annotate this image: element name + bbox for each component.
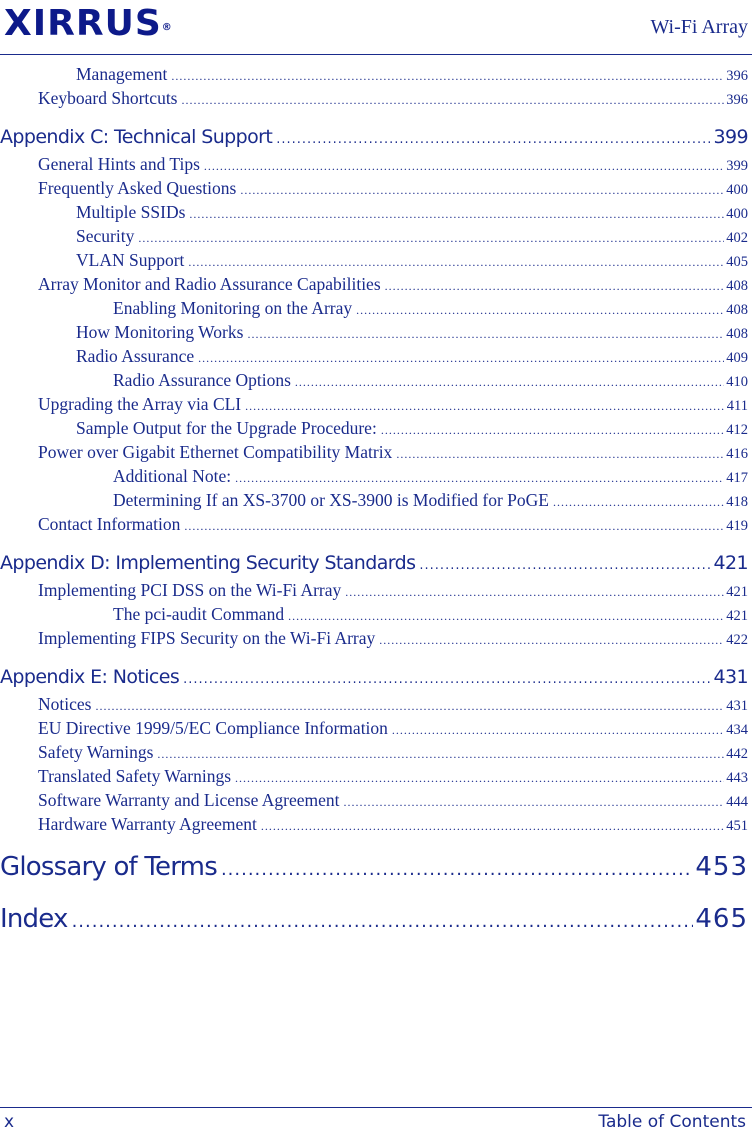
toc-entry-page: 434: [726, 722, 748, 738]
toc-entry-title: Software Warranty and License Agreement: [38, 790, 340, 810]
toc-entry[interactable]: [0, 740, 748, 764]
table-of-contents: [0, 62, 748, 940]
toc-entry-title: Appendix C: Technical Support: [0, 126, 273, 148]
dot-leader: [288, 604, 724, 626]
dot-leader: [553, 490, 724, 512]
toc-entry-title: Radio Assurance Options: [113, 370, 291, 390]
toc-entry[interactable]: [0, 488, 748, 512]
toc-entry-title: Contact Information: [38, 514, 181, 534]
toc-entry-page: 444: [726, 794, 748, 810]
toc-entry-page: 431: [713, 666, 748, 688]
dot-leader: [72, 901, 694, 940]
toc-entry-page: 453: [695, 852, 748, 882]
dot-leader: [95, 694, 724, 716]
toc-entry-page: 400: [726, 182, 748, 198]
toc-entry-title: Array Monitor and Radio Assurance Capabilities: [38, 274, 381, 294]
dot-leader: [245, 394, 725, 416]
dot-leader: [247, 322, 724, 344]
dot-leader: [183, 665, 711, 692]
toc-entry-page: 410: [726, 374, 748, 390]
dot-leader: [392, 718, 724, 740]
toc-entry[interactable]: [0, 662, 748, 692]
toc-entry[interactable]: [0, 602, 748, 626]
toc-entry-title: Index: [0, 904, 68, 934]
toc-entry-title: Frequently Asked Questions: [38, 178, 237, 198]
toc-entry-title: General Hints and Tips: [38, 154, 200, 174]
toc-entry[interactable]: [0, 86, 748, 110]
toc-entry[interactable]: [0, 812, 748, 836]
toc-entry-page: 421: [726, 608, 748, 624]
dot-leader: [188, 250, 724, 272]
toc-entry-title: Glossary of Terms: [0, 852, 217, 882]
dot-leader: [157, 742, 724, 764]
dot-leader: [379, 628, 724, 650]
toc-entry-title: Notices: [38, 694, 92, 714]
toc-entry[interactable]: [0, 122, 748, 152]
toc-entry-page: 402: [726, 230, 748, 246]
toc-entry[interactable]: [0, 788, 748, 812]
toc-entry[interactable]: [0, 548, 748, 578]
dot-leader: [419, 551, 711, 578]
header-divider: [0, 54, 752, 55]
toc-entry[interactable]: [0, 200, 748, 224]
toc-entry-page: 451: [726, 818, 748, 834]
toc-entry-title: Implementing FIPS Security on the Wi-Fi Array: [38, 628, 376, 648]
toc-entry[interactable]: [0, 626, 748, 650]
toc-entry[interactable]: [0, 416, 748, 440]
dot-leader: [240, 178, 724, 200]
toc-entry-page: 411: [726, 398, 748, 414]
toc-entry-page: 419: [726, 518, 748, 534]
dot-leader: [261, 814, 724, 836]
toc-entry[interactable]: [0, 898, 748, 940]
toc-entry[interactable]: [0, 248, 748, 272]
toc-entry-title: Enabling Monitoring on the Array: [113, 298, 353, 318]
toc-entry[interactable]: [0, 320, 748, 344]
toc-entry-title: Determining If an XS-3700 or XS-3900 is Modified for PoGE: [113, 490, 549, 510]
toc-entry[interactable]: [0, 464, 748, 488]
toc-entry-page: 418: [726, 494, 748, 510]
dot-leader: [356, 298, 724, 320]
toc-entry[interactable]: [0, 224, 748, 248]
dot-leader: [204, 154, 724, 176]
toc-entry-page: 421: [726, 584, 748, 600]
dot-leader: [171, 64, 724, 86]
toc-entry[interactable]: [0, 176, 748, 200]
toc-entry-page: 431: [726, 698, 748, 714]
toc-entry-title: Sample Output for the Upgrade Procedure:: [76, 418, 377, 438]
toc-entry-title: VLAN Support: [76, 250, 185, 270]
toc-entry-page: 408: [726, 278, 748, 294]
dot-leader: [345, 580, 724, 602]
toc-entry-title: Safety Warnings: [38, 742, 154, 762]
toc-entry-title: Upgrading the Array via CLI: [38, 394, 242, 414]
toc-entry-page: 408: [726, 326, 748, 342]
toc-entry-title: Power over Gigabit Ethernet Compatibility Matrix: [38, 442, 393, 462]
toc-entry-title: Translated Safety Warnings: [38, 766, 232, 786]
toc-entry-page: 465: [695, 904, 748, 934]
footer-divider: [0, 1107, 752, 1108]
toc-entry[interactable]: [0, 440, 748, 464]
toc-entry[interactable]: [0, 344, 748, 368]
dot-leader: [184, 514, 724, 536]
dot-leader: [295, 370, 724, 392]
toc-entry-title: Appendix D: Implementing Security Standards: [0, 552, 416, 574]
toc-entry-page: 409: [726, 350, 748, 366]
toc-entry-title: The pci-audit Command: [113, 604, 285, 624]
toc-entry[interactable]: [0, 272, 748, 296]
dot-leader: [138, 226, 724, 248]
toc-entry-page: 421: [713, 552, 748, 574]
toc-entry-title: How Monitoring Works: [76, 322, 244, 342]
toc-entry-title: EU Directive 1999/5/EC Compliance Information: [38, 718, 388, 738]
toc-entry[interactable]: [0, 152, 748, 176]
toc-entry-page: 416: [726, 446, 748, 462]
toc-entry[interactable]: [0, 512, 748, 536]
toc-entry-title: Radio Assurance: [76, 346, 195, 366]
toc-entry-title: Multiple SSIDs: [76, 202, 186, 222]
toc-entry-title: Implementing PCI DSS on the Wi-Fi Array: [38, 580, 342, 600]
dot-leader: [221, 849, 693, 888]
toc-entry-page: 399: [713, 126, 748, 148]
toc-entry-page: 399: [726, 158, 748, 174]
dot-leader: [189, 202, 724, 224]
dot-leader: [235, 766, 724, 788]
toc-entry-page: 422: [726, 632, 748, 648]
toc-entry-page: 442: [726, 746, 748, 762]
toc-entry-title: Keyboard Shortcuts: [38, 88, 178, 108]
toc-entry-page: 443: [726, 770, 748, 786]
toc-entry-page: 396: [726, 92, 748, 108]
toc-entry[interactable]: [0, 716, 748, 740]
dot-leader: [396, 442, 724, 464]
toc-entry[interactable]: [0, 62, 748, 86]
toc-entry-title: Appendix E: Notices: [0, 666, 180, 688]
toc-entry-page: 412: [726, 422, 748, 438]
toc-entry-page: 417: [726, 470, 748, 486]
dot-leader: [385, 274, 725, 296]
toc-entry-page: 408: [726, 302, 748, 318]
toc-entry[interactable]: [0, 578, 748, 602]
toc-entry-title: Security: [76, 226, 135, 246]
dot-leader: [381, 418, 724, 440]
toc-entry[interactable]: [0, 846, 748, 888]
dot-leader: [182, 88, 725, 110]
toc-entry-page: 405: [726, 254, 748, 270]
registered-mark: ®: [161, 22, 173, 33]
toc-entry[interactable]: [0, 692, 748, 716]
toc-entry-page: 396: [726, 68, 748, 84]
toc-entry[interactable]: [0, 764, 748, 788]
toc-entry-title: Management: [76, 64, 168, 84]
xirrus-logo: XIRRUS®: [4, 3, 173, 44]
dot-leader: [198, 346, 724, 368]
page-number: x: [4, 1112, 15, 1132]
dot-leader: [235, 466, 724, 488]
header-title: Wi-Fi Array: [650, 16, 748, 38]
dot-leader: [343, 790, 724, 812]
toc-entry[interactable]: [0, 368, 748, 392]
toc-entry-title: Additional Note:: [113, 466, 232, 486]
toc-entry-page: 400: [726, 206, 748, 222]
toc-entry-title: Hardware Warranty Agreement: [38, 814, 257, 834]
dot-leader: [276, 125, 711, 152]
footer-title: Table of Contents: [598, 1112, 746, 1132]
toc-entry[interactable]: [0, 392, 748, 416]
toc-entry[interactable]: [0, 296, 748, 320]
